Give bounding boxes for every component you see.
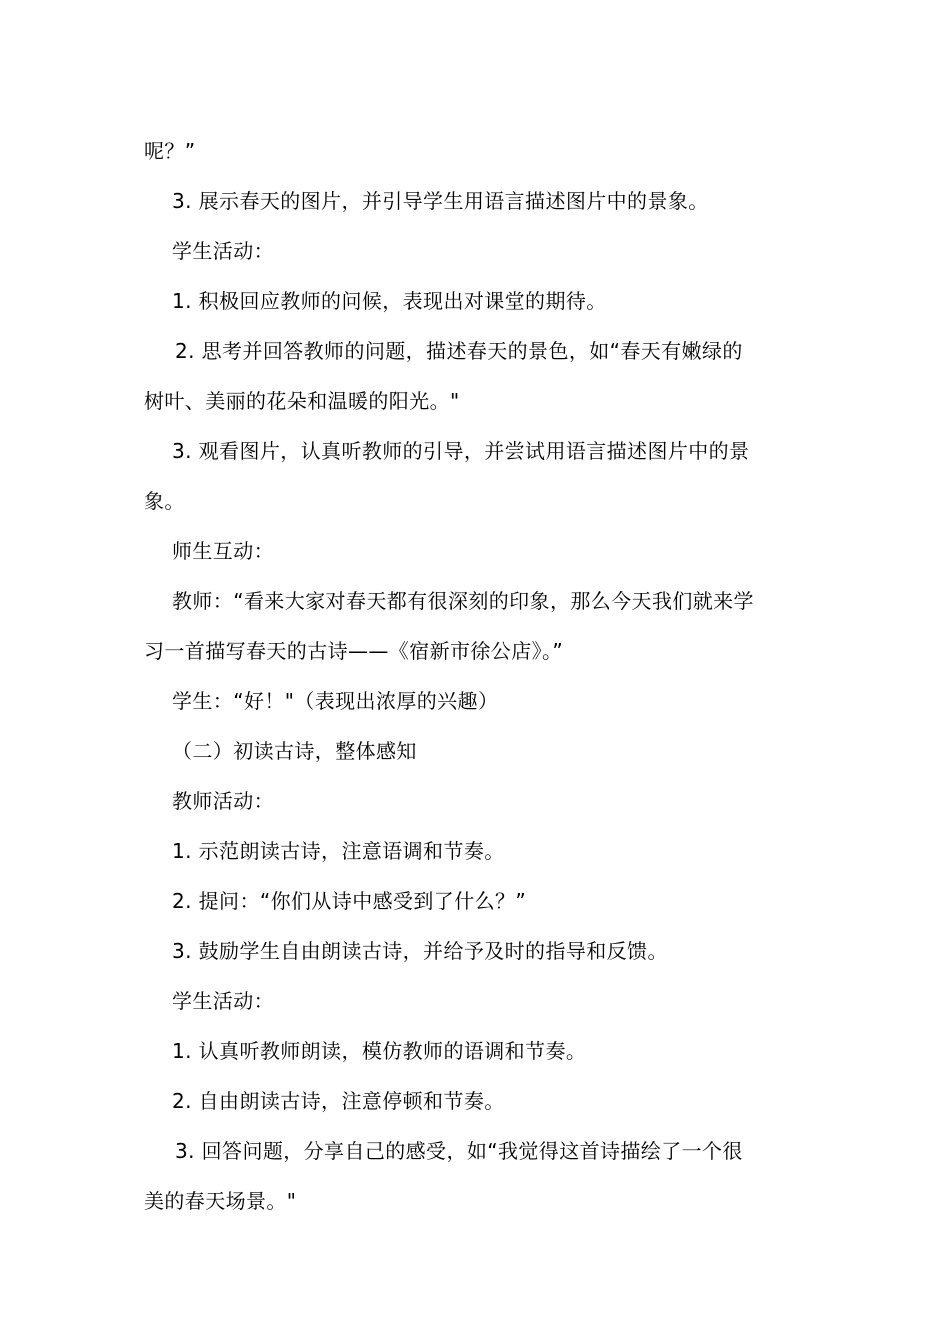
section-heading: （二）初读古诗，整体感知	[172, 739, 417, 763]
paragraph-line: 1. 认真听教师朗读，模仿教师的语调和节奏。	[172, 1039, 587, 1063]
paragraph-line: 3. 鼓励学生自由朗读古诗，并给予及时的指导和反馈。	[172, 939, 668, 963]
paragraph-line: 3. 展示春天的图片，并引导学生用语言描述图片中的景象。	[172, 189, 709, 213]
section-label: 师生互动：	[172, 539, 274, 563]
section-label: 学生活动：	[172, 239, 274, 263]
paragraph-line: 树叶、美丽的花朵和温暖的阳光。"	[144, 389, 460, 413]
paragraph-line: 2. 思考并回答教师的问题，描述春天的景色，如“春天有嫩绿的	[175, 339, 743, 363]
paragraph-line: 学生：“好！"（表现出浓厚的兴趣）	[172, 689, 499, 713]
paragraph-line: 2. 自由朗读古诗，注意停顿和节奏。	[172, 1089, 505, 1113]
paragraph-line: 象。	[144, 489, 185, 513]
paragraph-line: 2. 提问：“你们从诗中感受到了什么？”	[172, 889, 527, 913]
paragraph-line: 1. 积极回应教师的问候，表现出对课堂的期待。	[172, 289, 607, 313]
document-body	[144, 126, 806, 1226]
paragraph-line: 教师：“看来大家对春天都有很深刻的印象，那么今天我们就来学	[172, 589, 754, 613]
paragraph-line: 美的春天场景。"	[144, 1189, 297, 1213]
paragraph-line: 3. 观看图片，认真听教师的引导，并尝试用语言描述图片中的景	[172, 439, 750, 463]
section-label: 学生活动：	[172, 989, 274, 1013]
paragraph-line: 1. 示范朗读古诗，注意语调和节奏。	[172, 839, 505, 863]
paragraph-line: 3. 回答问题，分享自己的感受，如“我觉得这首诗描绘了一个很	[175, 1139, 743, 1163]
paragraph-line: 习一首描写春天的古诗——《宿新市徐公店》。”	[144, 639, 564, 663]
section-label: 教师活动：	[172, 789, 274, 813]
paragraph-line: 呢？”	[144, 139, 196, 163]
